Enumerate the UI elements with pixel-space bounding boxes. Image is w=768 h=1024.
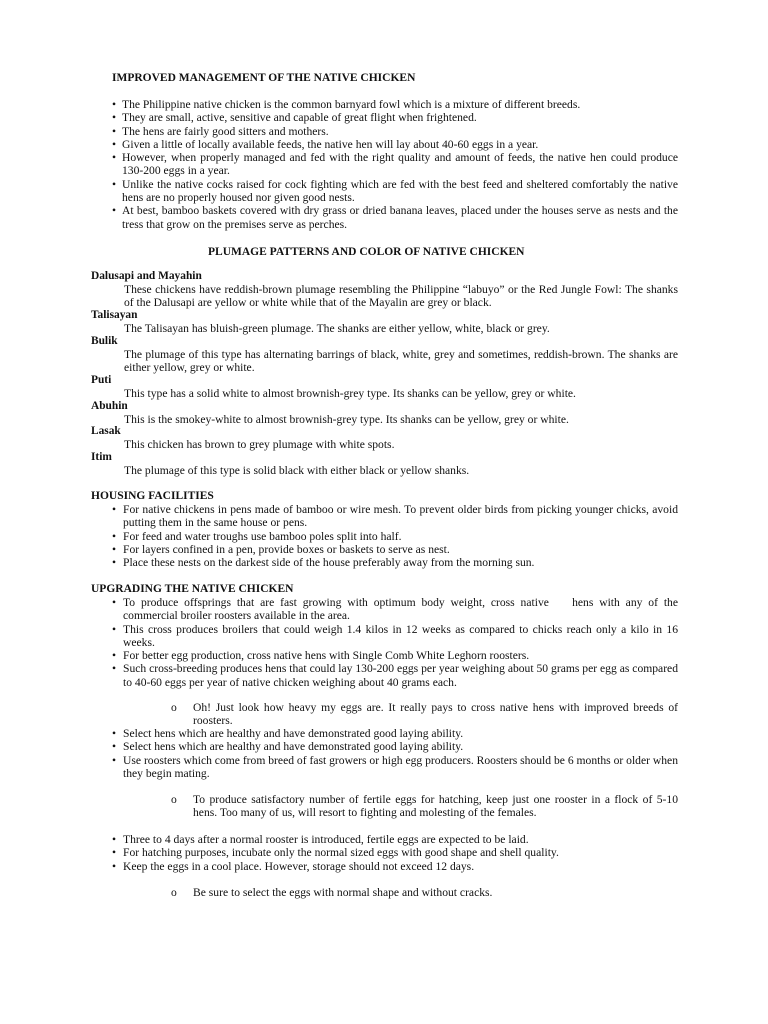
list-item: • The hens are fairly good sitters and mothers. [112, 125, 678, 138]
list-item: • Use roosters which come from breed of fast growers or high egg producers. Roosters should be 6 months or older when they begin mating. [112, 754, 678, 781]
housing-list [112, 503, 678, 569]
sub-note-3 [171, 886, 678, 899]
term-talisayan: Talisayan [91, 309, 138, 321]
term-abuhin: Abuhin [91, 400, 128, 412]
sub-note-text: Be sure to select the eggs with normal shape and without cracks. [193, 886, 493, 899]
title-housing-facilities: HOUSING FACILITIES [91, 490, 214, 502]
list-item: • They are small, active, sensitive and capable of great flight when frightened. [112, 111, 678, 124]
term-lasak: Lasak [91, 425, 121, 437]
list-item: • For layers confined in a pen, provide boxes or baskets to serve as nest. [112, 543, 678, 556]
list-item: • However, when properly managed and fed with the right quality and amount of feeds, the native hen could produce 130-200 eggs in a year. [112, 151, 678, 178]
list-item: • Select hens which are healthy and have demonstrated good laying ability. [112, 740, 678, 753]
desc-abuhin: This is the smokey-white to almost brownish-grey type. Its shanks can be yellow, grey or white. [124, 413, 569, 426]
desc-talisayan: The Talisayan has bluish-green plumage. The shanks are either yellow, white, black or grey. [124, 322, 550, 335]
desc-bulik: The plumage of this type has alternating barrings of black, white, grey and sometimes, reddish-brown. The shanks are either yellow, grey or white. [124, 348, 678, 375]
list-item: • Unlike the native cocks raised for cock fighting which are fed with the best feed and sheltered comfortably the native hens are no properly housed nor given good nests. [112, 178, 678, 205]
list-item: • Given a little of locally available feeds, the native hen will lay about 40-60 eggs in a year. [112, 138, 678, 151]
list-item: • Keep the eggs in a cool place. However, storage should not exceed 12 days. [112, 860, 678, 873]
desc-dalusapi: These chickens have reddish-brown plumage resembling the Philippine “labuyo” or the Red Jungle Fowl: The shanks of the Dalusapi are yellow or white while that of the Mayalin are grey or black. [124, 283, 678, 310]
upgrade-list-1 [112, 596, 678, 689]
list-item: • To produce offsprings that are fast growing with optimum body weight, cross native hens with any of the commercial broiler roosters available in the area. [112, 596, 678, 623]
list-item: • For better egg production, cross native hens with Single Comb White Leghorn roosters. [112, 649, 678, 662]
term-dalusapi: Dalusapi and Mayahin [91, 270, 202, 282]
list-item: • This cross produces broilers that could weigh 1.4 kilos in 12 weeks as compared to chicks reach only a kilo in 16 weeks. [112, 623, 678, 650]
list-item: • For hatching purposes, incubate only the normal sized eggs with good shape and shell quality. [112, 846, 678, 859]
upgrade-list-3 [112, 833, 678, 873]
term-puti: Puti [91, 374, 112, 386]
term-itim: Itim [91, 451, 112, 463]
title-improved-management: IMPROVED MANAGEMENT OF THE NATIVE CHICKEN [112, 72, 416, 84]
sub-bullet-marker: o [171, 886, 177, 899]
list-item: • For native chickens in pens made of bamboo or wire mesh. To prevent older birds from picking younger chicks, avoid putting them in the same house or pens. [112, 503, 678, 530]
upgrade-list-2 [112, 727, 678, 780]
desc-puti: This type has a solid white to almost brownish-grey type. Its shanks can be yellow, grey or white. [124, 387, 576, 400]
list-item: • Such cross-breeding produces hens that could lay 130-200 eggs per year weighing about 50 grams per egg as compared to 40-60 eggs per year of native chicken weighing about 40 grams each. [112, 662, 678, 689]
list-item: • For feed and water troughs use bamboo poles split into half. [112, 530, 678, 543]
sub-note-text: To produce satisfactory number of fertile eggs for hatching, keep just one rooster in a flock of 5-10 hens. Too many of us, will resort to fighting and molesting of the females. [193, 793, 678, 820]
list-item: • At best, bamboo baskets covered with dry grass or dried banana leaves, placed under the houses serve as nests and the tress that grow on the premises serve as perches. [112, 204, 678, 231]
sub-note-1 [171, 701, 678, 728]
sub-bullet-marker: o [171, 701, 177, 714]
list-item: • The Philippine native chicken is the common barnyard fowl which is a mixture of different breeds. [112, 98, 678, 111]
title-plumage-patterns: PLUMAGE PATTERNS AND COLOR OF NATIVE CHICKEN [208, 246, 525, 258]
term-bulik: Bulik [91, 335, 118, 347]
list-item: • Place these nests on the darkest side of the house preferably away from the morning sun. [112, 556, 678, 569]
sub-bullet-marker: o [171, 793, 177, 806]
title-upgrading: UPGRADING THE NATIVE CHICKEN [91, 583, 294, 595]
desc-itim: The plumage of this type is solid black with either black or yellow shanks. [124, 464, 470, 477]
desc-lasak: This chicken has brown to grey plumage with white spots. [124, 438, 395, 451]
list-item: • Three to 4 days after a normal rooster is introduced, fertile eggs are expected to be laid. [112, 833, 678, 846]
sub-note-text: Oh! Just look how heavy my eggs are. It really pays to cross native hens with improved breeds of roosters. [193, 701, 678, 728]
sub-note-2 [171, 793, 678, 820]
intro-list [112, 98, 678, 231]
list-item: • Select hens which are healthy and have demonstrated good laying ability. [112, 727, 678, 740]
